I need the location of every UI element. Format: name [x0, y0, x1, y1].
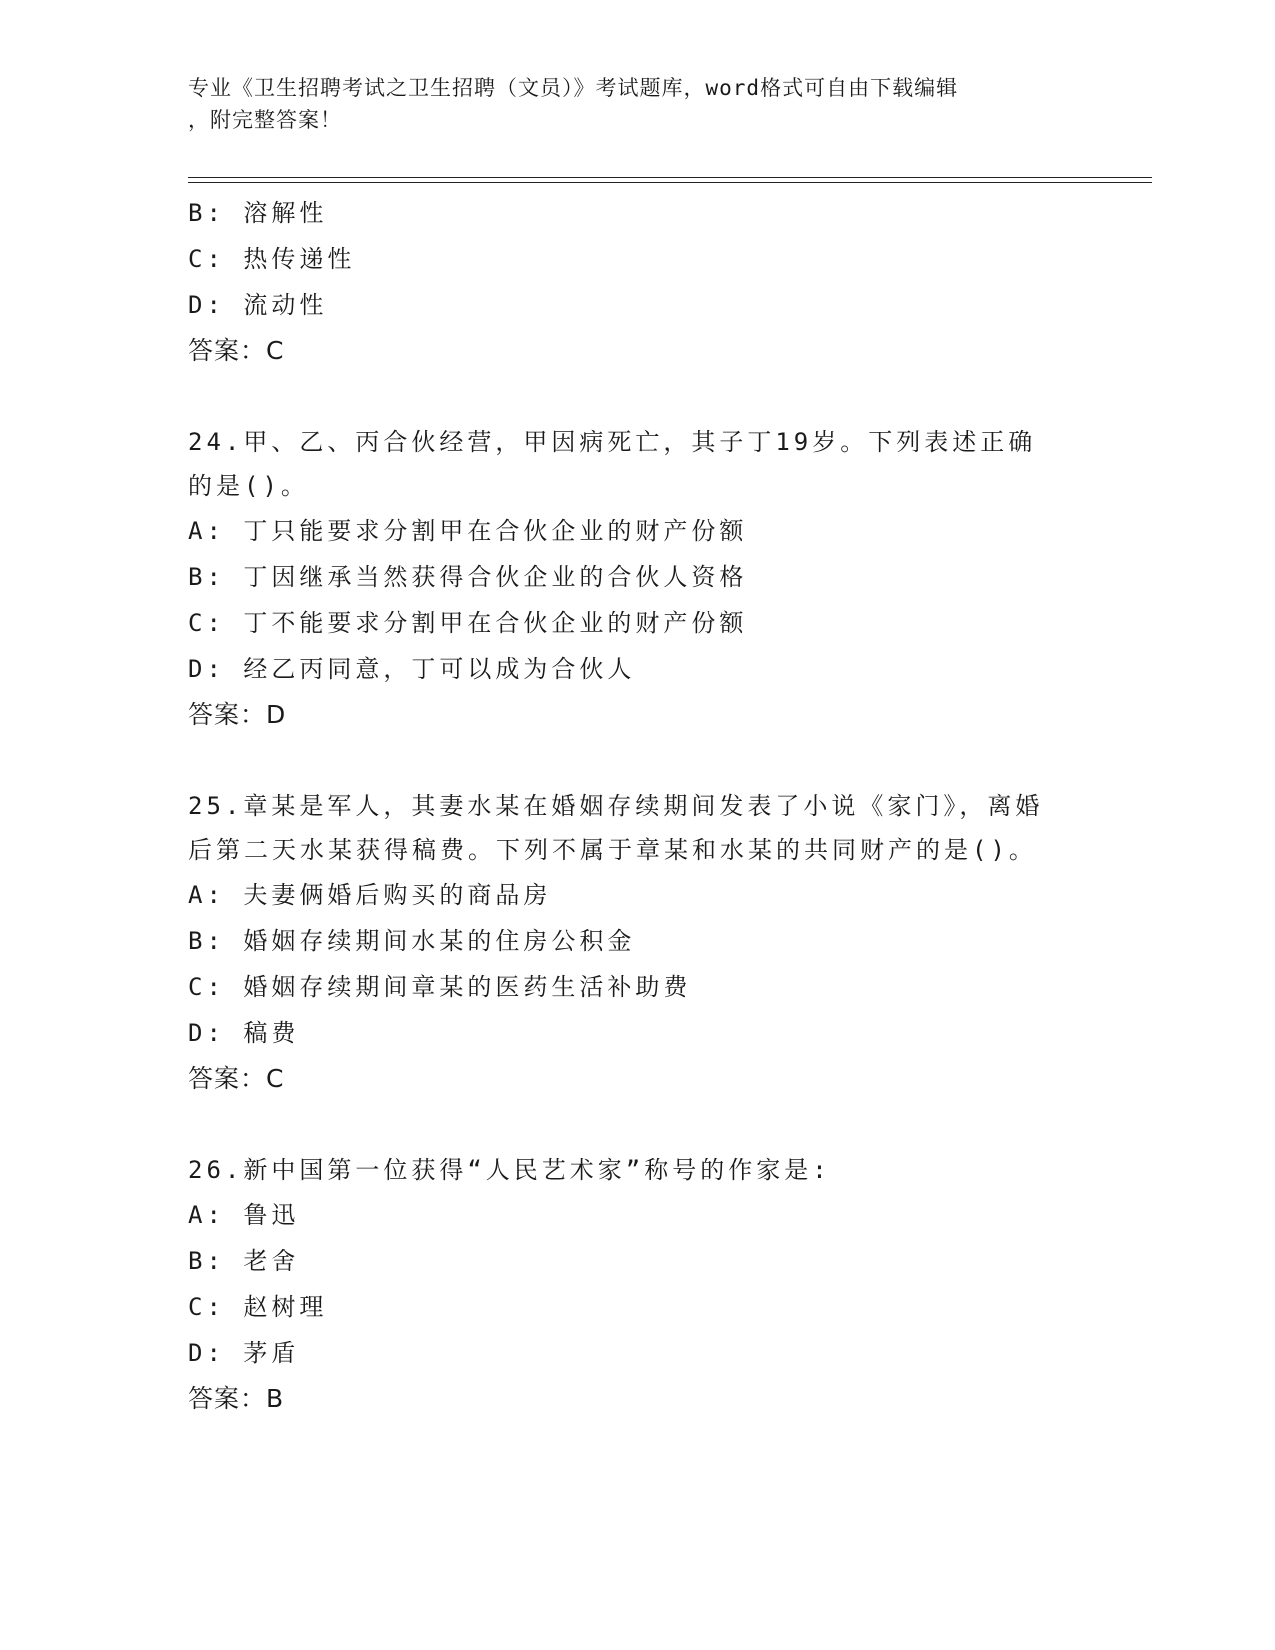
option-b: B: 溶解性	[188, 199, 328, 227]
option-d: D: 流动性	[188, 291, 328, 319]
option-c: C: 丁不能要求分割甲在合伙企业的财产份额	[188, 609, 748, 637]
header-rule-top	[188, 177, 1152, 178]
answer-line: 答案：D	[188, 700, 287, 729]
option-c: C: 婚姻存续期间章某的医药生活补助费	[188, 973, 692, 1001]
option-b: B: 老舍	[188, 1247, 300, 1275]
document-header	[188, 72, 1068, 136]
option-c: C: 赵树理	[188, 1293, 328, 1321]
question-text	[188, 420, 1068, 508]
option-a: A: 鲁迅	[188, 1201, 300, 1229]
question-23-continued	[188, 190, 1088, 374]
question-25	[188, 784, 1088, 1102]
option-b: B: 婚姻存续期间水某的住房公积金	[188, 927, 636, 955]
question-text-line-1: 25.章某是军人，其妻水某在婚姻存续期间发表了小说《家门》，离婚	[188, 792, 1044, 820]
question-text	[188, 1148, 1068, 1192]
question-24	[188, 420, 1088, 738]
question-list	[188, 190, 1088, 1422]
question-text	[188, 784, 1068, 872]
option-d: D: 稿费	[188, 1019, 300, 1047]
question-26	[188, 1148, 1088, 1422]
header-rule-bottom	[188, 182, 1152, 183]
question-text-line-2: 的是()。	[188, 472, 309, 500]
question-spacer	[188, 1102, 1088, 1148]
option-b: B: 丁因继承当然获得合伙企业的合伙人资格	[188, 563, 748, 591]
header-line-2: ，附完整答案！	[188, 108, 342, 132]
answer-line: 答案：C	[188, 1064, 285, 1093]
question-spacer	[188, 738, 1088, 784]
option-d: D: 茅盾	[188, 1339, 300, 1367]
option-c: C: 热传递性	[188, 245, 356, 273]
option-d: D: 经乙丙同意，丁可以成为合伙人	[188, 655, 636, 683]
question-text-line-1: 24.甲、乙、丙合伙经营，甲因病死亡，其子丁19岁。下列表述正确	[188, 428, 1037, 456]
question-text-line-1: 26.新中国第一位获得“人民艺术家”称号的作家是:	[188, 1156, 831, 1184]
option-a: A: 丁只能要求分割甲在合伙企业的财产份额	[188, 517, 748, 545]
option-a: A: 夫妻俩婚后购买的商品房	[188, 881, 552, 909]
question-text-line-2: 后第二天水某获得稿费。下列不属于章某和水某的共同财产的是()。	[188, 836, 1037, 864]
header-line-1: 专业《卫生招聘考试之卫生招聘（文员）》考试题库，word格式可自由下载编辑	[188, 76, 959, 100]
question-spacer	[188, 374, 1088, 420]
answer-line: 答案：B	[188, 1384, 285, 1413]
answer-line: 答案：C	[188, 336, 285, 365]
